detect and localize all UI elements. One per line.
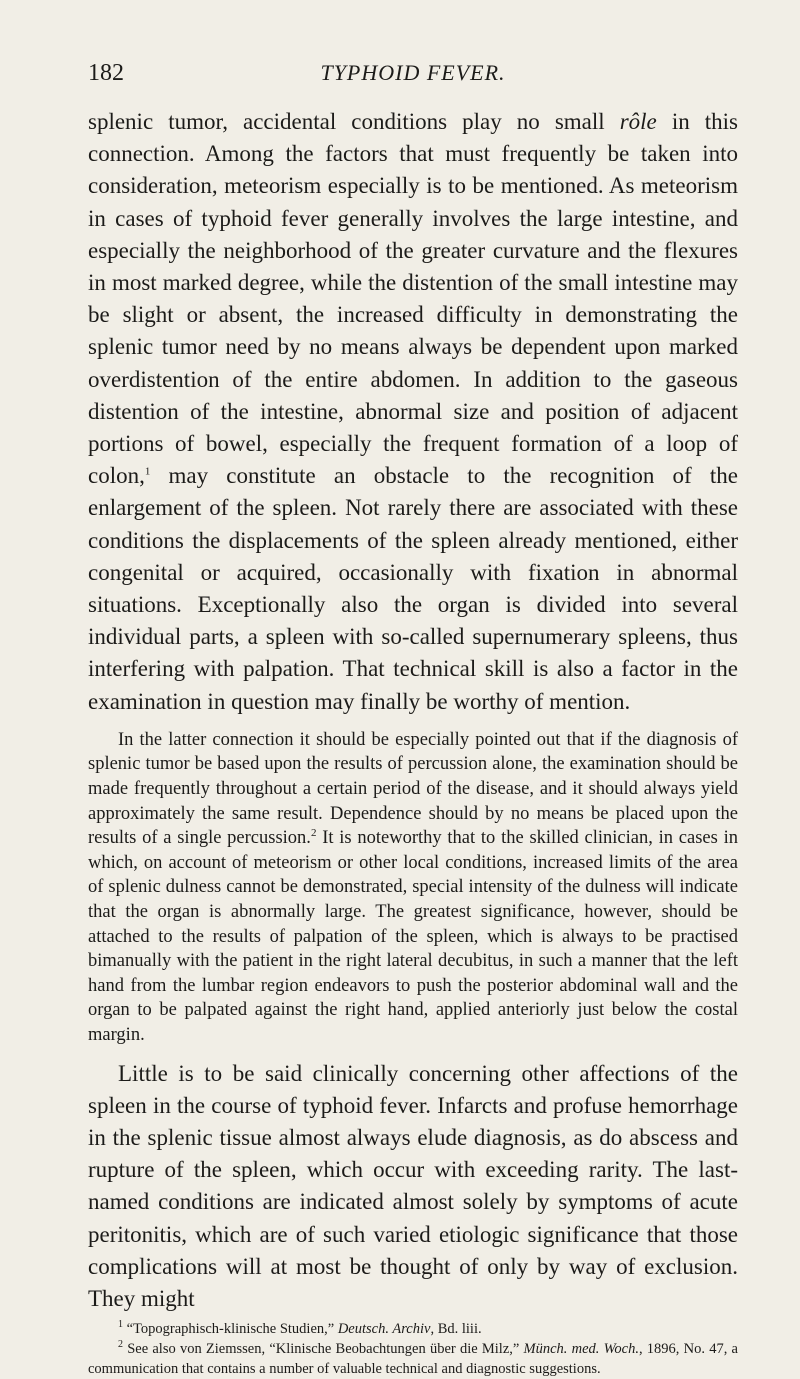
footnote-1-journal: Deutsch. Archiv [337, 1321, 431, 1338]
footnote-1-marker: 1 [118, 1319, 123, 1331]
body-text [88, 106, 738, 1379]
page-header [88, 60, 738, 96]
footnote-1 [88, 1319, 738, 1339]
paragraph-1-text-a: splenic tumor, accidental conditions play no small [88, 109, 620, 134]
footnote-2-marker: 2 [118, 1339, 123, 1351]
paragraph-1-text-b: in this connection. Among the factors that must frequently be taken into consideration, meteorism especially is to be mentioned. As meteorism in cases of typhoid fever generally involves the large intestine, and especially the neighborhood of the greater curvature and the flexures in most marked degree, while the distention of the small intestine may be slight or absent, the increased difficulty in demonstrating the splenic tumor need by no means always be dependent upon marked overdistention of the entire abdomen. In addition to the gaseous distention of the intestine, abnormal size and position of adjacent portions of bowel, especially the frequent formation of a loop of colon, [88, 109, 738, 489]
paragraph-3: Little is to be said clinically concerning other affections of the spleen in the course of typhoid fever. Infarcts and profuse hemorrhage in the splenic tissue almost always elude diagnosis, as do abscess and rupture of the spleen, which occur with exceeding rarity. The last-named conditions are indicated almost solely by symptoms of acute peritonitis, which are of such varied etiologic significance that those complications will at most be thought of only by way of exclusion. They might [88, 1060, 738, 1311]
paragraph-1-text-c: may constitute an obstacle to the recognition of the enlargement of the spleen. Not rarely there are associated with these conditions the displacements of the spleen already mentioned, either congenital or acquired, occasionally with fixation in abnormal situations. Exceptionally also the organ is divided into several individual parts, a spleen with so-called supernumerary spleens, thus interfering with palpation. That technical skill is also a factor in the examination in question may finally be worthy of mention. [88, 463, 738, 714]
page-number: 182 [88, 60, 124, 86]
footnote-ref-1: 1 [144, 465, 151, 478]
footnotes [88, 1319, 738, 1379]
footnote-1-text: “Topographisch-klinische Studien,” [126, 1321, 338, 1338]
paragraph-2 [88, 728, 738, 1048]
footnote-2-rest: , 1896, No. 47, a communication that contains a number of valuable technical and diagnostic suggestions. [88, 1341, 738, 1378]
footnote-2-journal: Münch. med. Woch. [523, 1341, 639, 1358]
running-title: TYPHOID FEVER. [320, 60, 506, 85]
footnote-ref-2: 2 [310, 827, 317, 840]
paragraph-1-italic-role: rôle [619, 109, 657, 134]
paragraph-2-text-a: In the latter connection it should be especially pointed out that if the diagnosis of splenic tumor be based upon the results of percussion alone, the examination should be made frequently throughout a certain period of the disease, and it should always yield approximately the same result. Dependence should by no means be placed upon the results of a single percussion. [88, 729, 738, 849]
footnote-2 [88, 1339, 738, 1379]
paragraph-1 [88, 106, 738, 718]
footnote-1-rest: , Bd. liii. [430, 1321, 482, 1338]
paragraph-2-text-b: It is noteworthy that to the skilled clinician, in cases in which, on account of meteorism or other local conditions, increased limits of the area of splenic dulness cannot be demonstrated, special intensity of the dulness will indicate that the organ is abnormally large. The greatest significance, however, should be attached to the results of palpation of the spleen, which is always to be practised bimanually with the patient in the right lateral decubitus, in such a manner that the left hand from the lumbar region endeavors to push the posterior abdominal wall and the organ to be palpated against the right hand, applied anteriorly just below the costal margin. [88, 828, 738, 1045]
footnote-2-text: See also von Ziemssen, “Klinische Beobachtungen über die Milz,” [127, 1341, 524, 1358]
